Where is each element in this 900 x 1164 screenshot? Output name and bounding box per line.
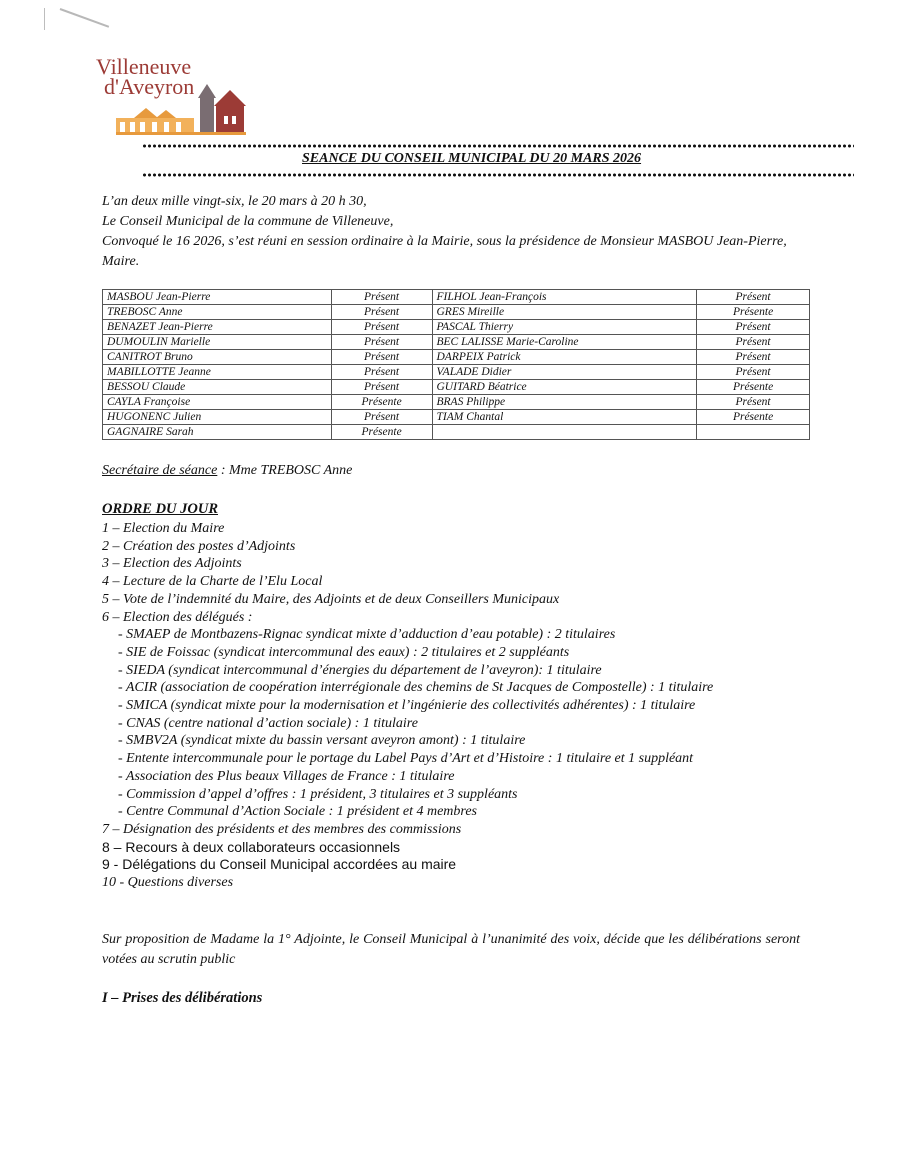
- table-row: [103, 395, 810, 410]
- member-name: VALADE Didier: [432, 365, 697, 380]
- agenda-item: 2 – Création des postes d’Adjoints: [102, 538, 296, 554]
- delegate-item: - SMAEP de Montbazens-Rignac syndicat mixte d’adduction d’eau potable) : 2 titulaires: [118, 627, 616, 643]
- delegate-item: - SIEDA (syndicat intercommunal d’énergies du département de l’aveyron): 1 titulaire: [118, 662, 602, 678]
- agenda-item: 10 - Questions diverses: [102, 875, 234, 891]
- member-name: TIAM Chantal: [432, 410, 697, 425]
- table-row: [103, 350, 810, 365]
- delegate-item: - Commission d’appel d’offres : 1 président, 3 titulaires et 3 suppléants: [118, 786, 518, 802]
- member-name: [432, 425, 697, 440]
- member-status: Présent: [331, 410, 432, 425]
- member-name: DARPEIX Patrick: [432, 350, 697, 365]
- table-row: [103, 425, 810, 440]
- scan-artifact: [60, 8, 110, 28]
- member-name: CANITROT Bruno: [103, 350, 332, 365]
- delegate-item: - Association des Plus beaux Villages de France : 1 titulaire: [118, 768, 455, 784]
- table-row: [103, 410, 810, 425]
- intro-line-2: Le Conseil Municipal de la commune de Villeneuve,: [102, 214, 394, 229]
- member-status: Présent: [697, 350, 810, 365]
- intro-line-1: L’an deux mille vingt-six, le 20 mars à 20 h 30,: [102, 194, 367, 209]
- page-title: SEANCE DU CONSEIL MUNICIPAL DU 20 MARS 2026: [302, 151, 642, 166]
- member-status: Présent: [331, 290, 432, 305]
- dotted-divider-top: [142, 144, 854, 148]
- scan-artifact-vertical: [44, 8, 45, 30]
- delegate-item: - SMBV2A (syndicat mixte du bassin versant aveyron amont) : 1 titulaire: [118, 733, 526, 749]
- member-name: GUITARD Béatrice: [432, 380, 697, 395]
- member-name: GAGNAIRE Sarah: [103, 425, 332, 440]
- intro-line-3: Convoqué le 16 2026, s’est réuni en session ordinaire à la Mairie, sous la présidence de Monsieur MASBOU Jean-Pierre, Maire.: [102, 234, 787, 269]
- secretary-label: Secrétaire de séance: [102, 463, 218, 478]
- member-name: PASCAL Thierry: [432, 320, 697, 335]
- village-skyline-icon: [112, 68, 252, 138]
- member-name: DUMOULIN Marielle: [103, 335, 332, 350]
- agenda-item: 7 – Désignation des présidents et des membres des commissions: [102, 821, 462, 837]
- delegate-item: - Centre Communal d’Action Sociale : 1 président et 4 membres: [118, 804, 478, 820]
- secretary-value: : Mme TREBOSC Anne: [217, 463, 353, 478]
- agenda-item: 8 – Recours à deux collaborateurs occasionnels: [102, 838, 401, 855]
- member-status: Présent: [697, 290, 810, 305]
- member-name: CAYLA Françoise: [103, 395, 332, 410]
- secretary-line: [102, 463, 352, 479]
- attendance-table: [102, 289, 810, 440]
- member-status: Présente: [697, 380, 810, 395]
- proposal-paragraph: Sur proposition de Madame la 1° Adjointe, le Conseil Municipal à l’unanimité des voix, décide que les délibérations seront votées au scrutin public: [102, 932, 800, 967]
- member-status: Présent: [331, 365, 432, 380]
- agenda-item: 3 – Election des Adjoints: [102, 556, 242, 572]
- dotted-divider-bottom: [142, 173, 854, 177]
- member-status: Présente: [331, 425, 432, 440]
- member-status: Présente: [697, 305, 810, 320]
- agenda-item: 9 - Délégations du Conseil Municipal accordées au maire: [102, 856, 457, 873]
- logo-line-2: d'Aveyron: [104, 74, 195, 99]
- member-name: MASBOU Jean-Pierre: [103, 290, 332, 305]
- member-status: Présent: [697, 335, 810, 350]
- member-name: MABILLOTTE Jeanne: [103, 365, 332, 380]
- delegate-item: - ACIR (association de coopération interrégionale des chemins de St Jacques de Compostelle) : 1 titulaire: [118, 680, 714, 696]
- agenda-item: 5 – Vote de l’indemnité du Maire, des Adjoints et de deux Conseillers Municipaux: [102, 591, 560, 607]
- delegate-item: - SMICA (syndicat mixte pour la modernisation et l’ingénierie des collectivités adhérentes) : 1 titulaire: [118, 698, 696, 714]
- logo-line-1: Villeneuve: [96, 54, 192, 79]
- member-status: Présent: [697, 320, 810, 335]
- member-status: Présent: [331, 380, 432, 395]
- member-name: BRAS Philippe: [432, 395, 697, 410]
- agenda-item: 6 – Election des délégués :: [102, 609, 253, 625]
- table-row: [103, 335, 810, 350]
- delegate-item: - SIE de Foissac (syndicat intercommunal des eaux) : 2 titulaires et 2 suppléants: [118, 644, 570, 660]
- agenda-item: 4 – Lecture de la Charte de l’Elu Local: [102, 574, 323, 590]
- member-name: GRES Mireille: [432, 305, 697, 320]
- agenda-item: 1 – Election du Maire: [102, 521, 225, 536]
- member-status: Présent: [331, 320, 432, 335]
- agenda-list: [102, 520, 822, 892]
- member-status: Présent: [697, 365, 810, 380]
- member-status: Présent: [697, 395, 810, 410]
- agenda-title: ORDRE DU JOUR: [102, 501, 219, 517]
- member-status: Présente: [697, 410, 810, 425]
- member-name: TREBOSC Anne: [103, 305, 332, 320]
- table-row: [103, 305, 810, 320]
- member-name: FILHOL Jean-François: [432, 290, 697, 305]
- delegate-item: - Entente intercommunale pour le portage du Label Pays d’Art et d’Histoire : 1 titulaire et 1 suppléant: [118, 751, 694, 767]
- municipality-logo: [94, 54, 254, 138]
- section-heading: I – Prises des délibérations: [102, 990, 263, 1006]
- member-status: Présent: [331, 350, 432, 365]
- intro-paragraph: [102, 192, 822, 272]
- table-row: [103, 365, 810, 380]
- table-row: [103, 320, 810, 335]
- member-name: BENAZET Jean-Pierre: [103, 320, 332, 335]
- member-name: BESSOU Claude: [103, 380, 332, 395]
- table-row: [103, 380, 810, 395]
- member-status: Présente: [331, 395, 432, 410]
- member-status: [697, 425, 810, 440]
- table-row: [103, 290, 810, 305]
- member-status: Présent: [331, 335, 432, 350]
- member-name: HUGONENC Julien: [103, 410, 332, 425]
- member-name: BEC LALISSE Marie-Caroline: [432, 335, 697, 350]
- delegate-item: - CNAS (centre national d’action sociale) : 1 titulaire: [118, 715, 418, 731]
- member-status: Présent: [331, 305, 432, 320]
